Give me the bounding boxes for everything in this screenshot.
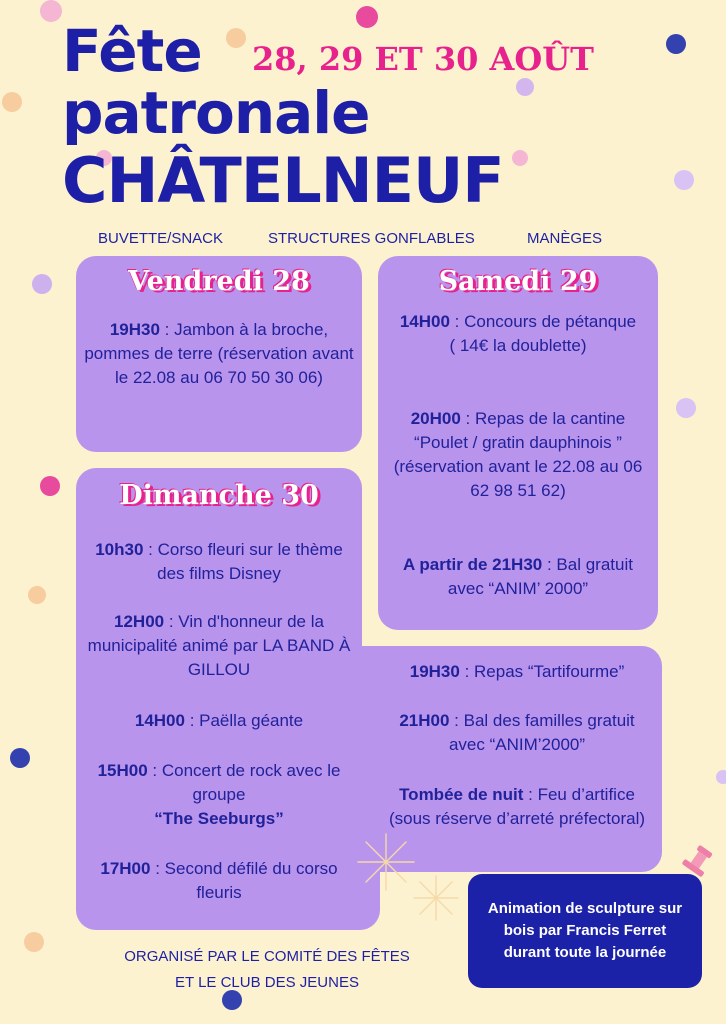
amenity-maneges: MANÈGES bbox=[527, 230, 603, 247]
organiser-line-2: ET LE CLUB DES JEUNES bbox=[175, 974, 359, 991]
confetti-dot bbox=[666, 34, 686, 54]
friday-event-1 bbox=[84, 318, 354, 390]
event-text: : Repas de la cantine “Poulet / gratin dauphinois ” bbox=[414, 409, 626, 452]
event-time: 17H00 bbox=[100, 859, 151, 878]
fireworks-icon bbox=[352, 828, 472, 928]
event-time: 19H30 bbox=[409, 662, 460, 681]
event-text: : Jambon à la broche, pommes de terre (réservation avant le 22.08 au 06 70 50 30 06) bbox=[84, 320, 354, 387]
event-text: : Concert de rock avec le groupe bbox=[147, 761, 341, 804]
saturday-event-1 bbox=[392, 310, 644, 358]
sunday-event-8 bbox=[386, 783, 648, 831]
confetti-dot bbox=[356, 6, 378, 28]
confetti-dot bbox=[40, 0, 62, 22]
amenity-buvette: BUVETTE/SNACK bbox=[98, 230, 224, 247]
festival-dates: 28, 29 ET 30 AOÛT bbox=[252, 40, 594, 78]
saturday-event-2 bbox=[392, 407, 644, 503]
event-text: : Second défilé du corso fleuris bbox=[150, 859, 338, 902]
event-text: : Corso fleuri sur le thème des films Disney bbox=[143, 540, 343, 583]
event-text: : Vin d'honneur de la municipalité animé par LA BAND À GILLOU bbox=[87, 612, 351, 679]
title-fete: Fête bbox=[62, 17, 202, 85]
event-time: 19H30 bbox=[109, 320, 160, 339]
title-patronale: patronale bbox=[62, 79, 370, 147]
confetti-dot bbox=[28, 586, 46, 604]
band-name: “The Seeburgs” bbox=[154, 809, 284, 828]
event-text: : Bal des familles gratuit avec “ANIM’2000” bbox=[448, 711, 635, 754]
confetti-dot bbox=[716, 770, 726, 784]
confetti-dot bbox=[676, 398, 696, 418]
confetti-dot bbox=[674, 170, 694, 190]
sunday-event-4 bbox=[96, 759, 342, 831]
sunday-event-3 bbox=[88, 709, 350, 733]
event-time: 10h30 bbox=[95, 540, 144, 559]
event-time: 12H00 bbox=[114, 612, 165, 631]
sunday-event-1 bbox=[88, 538, 350, 586]
event-time: Tombée de nuit bbox=[399, 785, 524, 804]
confetti-dot bbox=[2, 92, 22, 112]
organiser-footer bbox=[92, 944, 442, 996]
event-time: 20H00 bbox=[410, 409, 461, 428]
sunday-title: Dimanche 30 bbox=[119, 480, 319, 511]
confetti-dot bbox=[32, 274, 52, 294]
event-time: A partir de 21H30 bbox=[403, 555, 543, 574]
event-time: 14H00 bbox=[134, 711, 185, 730]
event-text: : Repas “Tartifourme” bbox=[459, 662, 625, 681]
amenity-gonflables: STRUCTURES GONFLABLES bbox=[268, 230, 475, 247]
event-time: 21H00 bbox=[399, 711, 450, 730]
friday-title: Vendredi 28 bbox=[128, 266, 310, 297]
sunday-event-7 bbox=[386, 709, 648, 757]
event-note: ( 14€ la doublette) bbox=[449, 336, 587, 355]
event-text: : Paëlla géante bbox=[184, 711, 304, 730]
confetti-dot bbox=[24, 932, 44, 952]
event-note: (réservation avant le 22.08 au 06 62 98 51 62) bbox=[393, 457, 643, 500]
saturday-event-3 bbox=[392, 553, 644, 601]
title-chatelneuf: CHÂTELNEUF bbox=[62, 144, 504, 217]
saturday-title: Samedi 29 bbox=[438, 266, 598, 297]
organiser-line-1: ORGANISÉ PAR LE COMITÉ DES FÊTES bbox=[124, 948, 410, 965]
animation-box bbox=[468, 874, 702, 988]
animation-text: Animation de sculpture sur bois par Francis Ferret durant toute la journée bbox=[487, 900, 683, 961]
sunday-event-5 bbox=[88, 857, 350, 905]
event-text: : Bal gratuit avec “ANIM’ 2000” bbox=[447, 555, 633, 598]
event-time: 14H00 bbox=[399, 312, 450, 331]
event-time: 15H00 bbox=[97, 761, 148, 780]
confetti-dot bbox=[226, 28, 246, 48]
event-text: : Feu d’artifice (sous réserve d’arreté préfectoral) bbox=[388, 785, 646, 828]
confetti-dot bbox=[40, 476, 60, 496]
event-text: : Concours de pétanque bbox=[449, 312, 637, 331]
confetti-dot bbox=[512, 150, 528, 166]
sunday-event-2 bbox=[84, 610, 354, 682]
confetti-dot bbox=[10, 748, 30, 768]
confetti-dot bbox=[516, 78, 534, 96]
sunday-event-6 bbox=[372, 660, 662, 684]
